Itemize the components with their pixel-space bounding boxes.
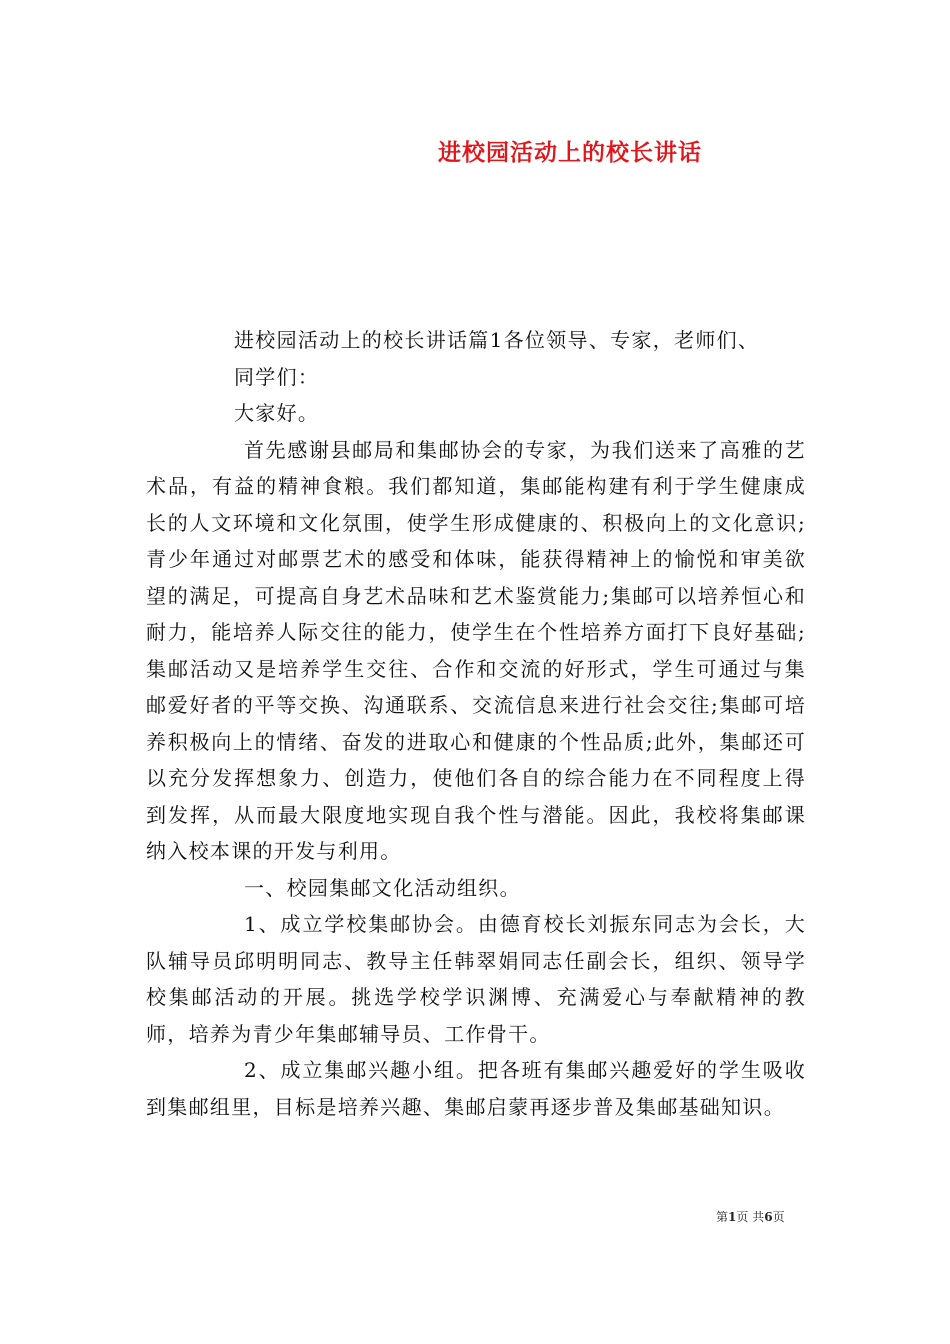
page-total: 6 [764, 1210, 773, 1224]
body-paragraph: 2、成立集邮兴趣小组。把各班有集邮兴趣爱好的学生吸收到集邮组里，目标是培养兴趣、集邮启蒙再逐步普及集邮基础知识。 [146, 1058, 806, 1119]
document-body [146, 322, 806, 1125]
salutation-line: 同学们： [234, 364, 320, 389]
body-paragraph: 1、成立学校集邮协会。由德育校长刘振东同志为会长，大队辅导员邱明明同志、教导主任韩翠娟同志任副会长，组织、领导学校集邮活动的开展。挑选学校学识渊博、充满爱心与奉献精神的教师，培养为青少年集邮辅导员、工作骨干。 [146, 912, 806, 1046]
page-middle: 页 共 [736, 1210, 765, 1224]
page-suffix: 页 [772, 1210, 785, 1224]
page-footer [716, 1208, 785, 1225]
greeting-line: 大家好。 [234, 401, 320, 425]
body-paragraph: 首先感谢县邮局和集邮协会的专家，为我们送来了高雅的艺术品，有益的精神食粮。我们都知道，集邮能构建有利于学生健康成长的人文环境和文化氛围，使学生形成健康的、积极向上的文化意识;青少年通过对邮票艺术的感受和体味，能获得精神上的愉悦和审美欲望的满足，可提高自身艺术品味和艺术鉴赏能力;集邮可以培养恒心和耐力，能培养人际交往的能力，使学生在个性培养方面打下良好基础;集邮活动又是培养学生交往、合作和交流的好形式，学生可通过与集邮爱好者的平等交换、沟通联系、交流信息来进行社会交往;集邮可培养积极向上的情绪、奋发的进取心和健康的个性品质;此外，集邮还可以充分发挥想象力、创造力，使他们各自的综合能力在不同程度上得到发挥，从而最大限度地实现自我个性与潜能。因此，我校将集邮课纳入校本课的开发与利用。 [146, 437, 806, 863]
section-heading: 一、校园集邮文化活动组织。 [244, 875, 521, 900]
document-title: 进校园活动上的校长讲话 [438, 139, 702, 166]
intro-line: 进校园活动上的校长讲话篇1各位领导、专家，老师们、 [234, 328, 760, 352]
page-current: 1 [728, 1210, 737, 1224]
page-prefix: 第 [716, 1210, 729, 1224]
